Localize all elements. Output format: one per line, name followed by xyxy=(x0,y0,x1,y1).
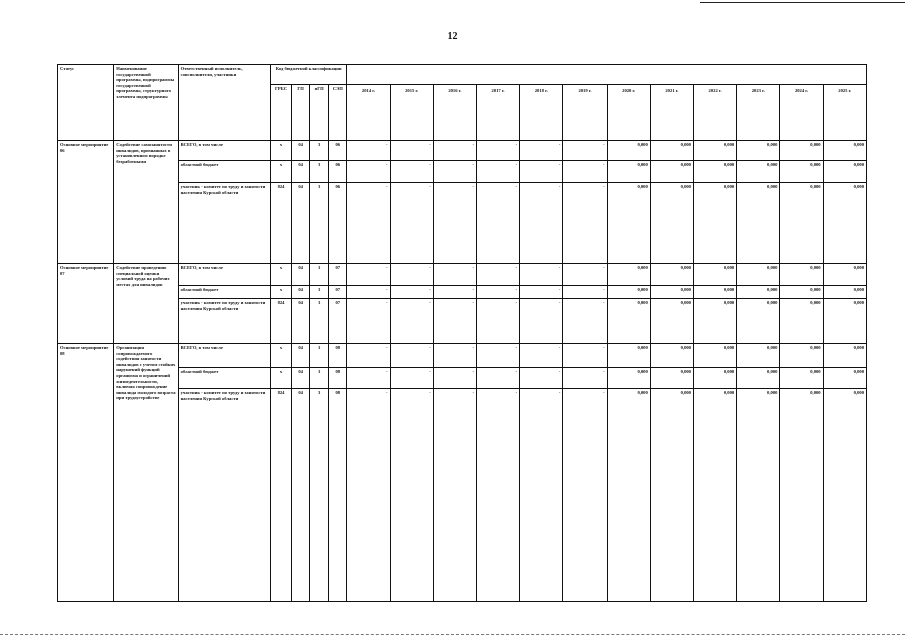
row-value: 0,000 xyxy=(607,141,650,161)
row-value: - xyxy=(520,344,563,368)
row-value: 0,000 xyxy=(650,368,693,389)
row-responsible: ВСЕГО, в том числе xyxy=(178,141,270,161)
table-row xyxy=(58,368,867,389)
row-value: 0,000 xyxy=(693,141,736,161)
row-value: 0,000 xyxy=(780,161,823,183)
row-sem: 07 xyxy=(329,286,347,299)
table-row xyxy=(58,344,867,368)
row-pgp: 3 xyxy=(310,264,329,286)
row-value: 0,000 xyxy=(693,344,736,368)
row-value: - xyxy=(347,141,390,161)
row-sem: 07 xyxy=(329,264,347,286)
row-name: Содействие проведению специальной оценки условий труда на рабочих местах для инвалидов xyxy=(114,264,178,344)
row-value: 0,000 xyxy=(607,344,650,368)
row-value: - xyxy=(347,299,390,344)
row-value: 0,000 xyxy=(737,183,780,264)
row-status: Основное мероприятие 06 xyxy=(58,141,114,264)
table-row xyxy=(58,183,867,264)
row-value: - xyxy=(390,389,433,602)
row-gp: 04 xyxy=(292,389,310,602)
row-value: - xyxy=(390,286,433,299)
header-status: Статус xyxy=(58,65,114,141)
row-value: - xyxy=(433,286,476,299)
row-value: 0,000 xyxy=(737,389,780,602)
header-year: 2020 г. xyxy=(607,85,650,141)
table-row xyxy=(58,161,867,183)
row-pgp: 3 xyxy=(310,368,329,389)
row-value: 0,000 xyxy=(780,141,823,161)
row-responsible: областной бюджет xyxy=(178,286,270,299)
row-value: - xyxy=(520,286,563,299)
row-value: - xyxy=(347,368,390,389)
row-value: - xyxy=(433,161,476,183)
row-value: - xyxy=(390,344,433,368)
row-value: 0,000 xyxy=(737,161,780,183)
row-value: 0,000 xyxy=(823,368,866,389)
row-value: 0,000 xyxy=(650,264,693,286)
row-value: - xyxy=(433,183,476,264)
row-value: 0,000 xyxy=(823,299,866,344)
row-value: 0,000 xyxy=(650,286,693,299)
row-responsible: участник - комитет по труду и занятости населения Курской области xyxy=(178,299,270,344)
row-responsible: областной бюджет xyxy=(178,368,270,389)
header-year: 2015 г. xyxy=(390,85,433,141)
header-year: 2019 г. xyxy=(563,85,607,141)
row-pgp: 3 xyxy=(310,389,329,602)
row-value: 0,000 xyxy=(650,183,693,264)
row-value: 0,000 xyxy=(737,299,780,344)
row-value: 0,000 xyxy=(737,286,780,299)
table-row xyxy=(58,299,867,344)
row-value: - xyxy=(433,299,476,344)
table-row xyxy=(58,389,867,602)
row-value: 0,000 xyxy=(693,299,736,344)
row-responsible: участник - комитет по труду и занятости населения Курской области xyxy=(178,389,270,602)
row-gp: 04 xyxy=(292,161,310,183)
row-name: Организация сопровождаемого содействия занятости инвалидов с учетом стойких нарушений функций организма и ограничений жизнедеятельности, включая сопровождение инвалида молодого возраста при трудоустройстве xyxy=(114,344,178,602)
row-value: 0,000 xyxy=(693,389,736,602)
row-name: Содействие самозанятости инвалидов, признанных в установленном порядке безработными xyxy=(114,141,178,264)
row-value: 0,000 xyxy=(607,264,650,286)
row-value: - xyxy=(520,183,563,264)
row-responsible: ВСЕГО, в том числе xyxy=(178,344,270,368)
row-grbs: х xyxy=(270,286,291,299)
row-value: 0,000 xyxy=(650,344,693,368)
row-value: - xyxy=(433,141,476,161)
row-value: 0,000 xyxy=(780,368,823,389)
row-value: 0,000 xyxy=(693,264,736,286)
row-value: - xyxy=(520,368,563,389)
row-value: 0,000 xyxy=(823,161,866,183)
row-gp: 04 xyxy=(292,286,310,299)
table-row xyxy=(58,264,867,286)
row-value: - xyxy=(433,368,476,389)
row-sem: 08 xyxy=(329,344,347,368)
table-row xyxy=(58,141,867,161)
row-value: 0,000 xyxy=(823,389,866,602)
row-value: 0,000 xyxy=(780,299,823,344)
row-pgp: 3 xyxy=(310,161,329,183)
row-value: 0,000 xyxy=(823,344,866,368)
row-value: 0,000 xyxy=(823,141,866,161)
header-year: 2017 г. xyxy=(476,85,519,141)
row-value: 0,000 xyxy=(650,299,693,344)
row-value: 0,000 xyxy=(693,286,736,299)
row-sem: 08 xyxy=(329,368,347,389)
row-status: Основное мероприятие 08 xyxy=(58,344,114,602)
row-pgp: 3 xyxy=(310,141,329,161)
row-value: - xyxy=(433,344,476,368)
row-value: - xyxy=(347,183,390,264)
row-grbs: х xyxy=(270,141,291,161)
row-pgp: 3 xyxy=(310,299,329,344)
header-year: 2021 г. xyxy=(650,85,693,141)
row-value: - xyxy=(476,299,519,344)
row-value: 0,000 xyxy=(693,161,736,183)
row-grbs: х xyxy=(270,344,291,368)
row-value: - xyxy=(390,161,433,183)
row-value: 0,000 xyxy=(607,183,650,264)
row-value: - xyxy=(520,161,563,183)
row-value: - xyxy=(433,389,476,602)
row-gp: 04 xyxy=(292,299,310,344)
row-sem: 06 xyxy=(329,141,347,161)
row-value: 0,000 xyxy=(780,183,823,264)
row-value: - xyxy=(347,161,390,183)
header-years-span xyxy=(347,65,867,85)
header-responsible: Ответственный исполнитель, соисполнители, участники xyxy=(178,65,270,141)
row-sem: 07 xyxy=(329,299,347,344)
row-value: - xyxy=(390,299,433,344)
row-gp: 04 xyxy=(292,141,310,161)
row-value: - xyxy=(433,264,476,286)
row-value: 0,000 xyxy=(693,183,736,264)
row-pgp: 3 xyxy=(310,183,329,264)
row-value: - xyxy=(390,264,433,286)
row-value: 0,000 xyxy=(737,344,780,368)
row-value: 0,000 xyxy=(780,264,823,286)
header-year: 2025 г. xyxy=(823,85,866,141)
row-status: Основное мероприятие 07 xyxy=(58,264,114,344)
row-value: - xyxy=(520,299,563,344)
row-value: 0,000 xyxy=(607,389,650,602)
row-value: 0,000 xyxy=(780,344,823,368)
row-gp: 04 xyxy=(292,368,310,389)
row-grbs: 824 xyxy=(270,389,291,602)
row-value: - xyxy=(476,344,519,368)
bottom-rule xyxy=(0,634,905,635)
row-value: 0,000 xyxy=(823,183,866,264)
header-year: 2024 г. xyxy=(780,85,823,141)
row-grbs: х xyxy=(270,368,291,389)
row-sem: 06 xyxy=(329,161,347,183)
page-number: 12 xyxy=(447,31,458,42)
row-value: - xyxy=(563,286,607,299)
row-gp: 04 xyxy=(292,344,310,368)
row-gp: 04 xyxy=(292,183,310,264)
row-value: 0,000 xyxy=(693,368,736,389)
header-name: Наименование государственной программы, подпрограммы государственной программы, структурного элемента подпрограммы xyxy=(114,65,178,141)
row-value: 0,000 xyxy=(607,368,650,389)
row-responsible: областной бюджет xyxy=(178,161,270,183)
row-value: - xyxy=(476,286,519,299)
row-grbs: х xyxy=(270,264,291,286)
table-body xyxy=(58,65,867,602)
header-budget-code: Код бюджетной классификации xyxy=(270,65,346,85)
row-value: 0,000 xyxy=(737,264,780,286)
row-value: - xyxy=(476,161,519,183)
row-responsible: участник - комитет по труду и занятости населения Курской области xyxy=(178,183,270,264)
header-year: 2016 г. xyxy=(433,85,476,141)
top-rule xyxy=(700,2,905,3)
row-value: 0,000 xyxy=(823,264,866,286)
header-sem: СЭП xyxy=(329,85,347,141)
row-value: - xyxy=(347,264,390,286)
row-value: 0,000 xyxy=(780,389,823,602)
row-sem: 08 xyxy=(329,389,347,602)
row-value: - xyxy=(563,141,607,161)
header-year: 2022 г. xyxy=(693,85,736,141)
row-value: - xyxy=(563,299,607,344)
row-value: - xyxy=(563,344,607,368)
row-value: 0,000 xyxy=(607,286,650,299)
row-value: - xyxy=(390,183,433,264)
row-value: 0,000 xyxy=(607,299,650,344)
row-gp: 04 xyxy=(292,264,310,286)
row-value: 0,000 xyxy=(737,368,780,389)
table-row xyxy=(58,286,867,299)
row-pgp: 3 xyxy=(310,286,329,299)
row-value: - xyxy=(347,344,390,368)
row-value: - xyxy=(563,183,607,264)
header-grbs: ГРБС xyxy=(270,85,291,141)
row-pgp: 3 xyxy=(310,344,329,368)
row-value: - xyxy=(563,389,607,602)
header-year: 2018 г. xyxy=(520,85,563,141)
row-value: - xyxy=(520,389,563,602)
row-grbs: 824 xyxy=(270,299,291,344)
row-responsible: ВСЕГО, в том числе xyxy=(178,264,270,286)
header-year: 2014 г. xyxy=(347,85,390,141)
row-value: - xyxy=(390,368,433,389)
row-value: 0,000 xyxy=(650,141,693,161)
row-value: 0,000 xyxy=(823,286,866,299)
row-value: - xyxy=(476,183,519,264)
row-value: 0,000 xyxy=(780,286,823,299)
header-pgp: пГП xyxy=(310,85,329,141)
row-value: 0,000 xyxy=(607,161,650,183)
row-value: - xyxy=(520,264,563,286)
row-value: 0,000 xyxy=(650,161,693,183)
row-value: - xyxy=(563,161,607,183)
row-value: - xyxy=(347,286,390,299)
row-value: 0,000 xyxy=(650,389,693,602)
budget-table xyxy=(57,64,867,602)
header-row-1 xyxy=(58,65,867,85)
row-value: - xyxy=(476,368,519,389)
row-value: - xyxy=(563,264,607,286)
row-value: - xyxy=(476,389,519,602)
row-value: - xyxy=(347,389,390,602)
row-value: - xyxy=(520,141,563,161)
row-value: - xyxy=(563,368,607,389)
row-value: - xyxy=(476,264,519,286)
row-value: - xyxy=(476,141,519,161)
row-sem: 06 xyxy=(329,183,347,264)
row-grbs: 824 xyxy=(270,183,291,264)
header-gp: ГП xyxy=(292,85,310,141)
row-value: 0,000 xyxy=(737,141,780,161)
row-value: - xyxy=(390,141,433,161)
header-year: 2023 г. xyxy=(737,85,780,141)
row-grbs: х xyxy=(270,161,291,183)
